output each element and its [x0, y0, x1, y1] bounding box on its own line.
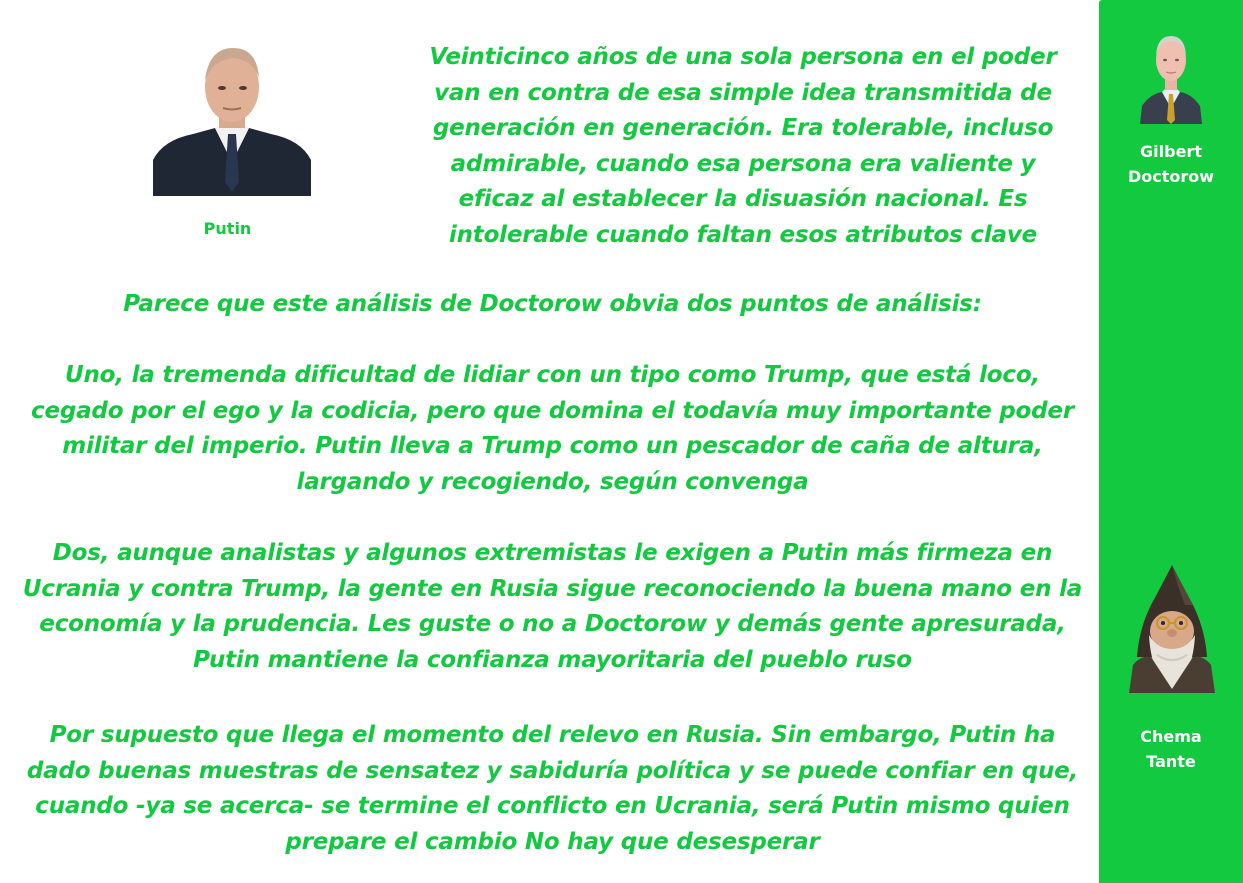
chema-name-line-1: Chema [1140, 727, 1202, 746]
quote-text: Veinticinco años de una sola persona en el poder van en contra de esa simple idea transmitida de generación en generación. Era tolerable, incluso admirable, cuando esa persona era valiente y eficaz al establecer la disuasión nacional. Es intolerable cuando faltan esos atributos clave [429, 44, 1057, 248]
gilbert-doctorow-name [1099, 139, 1243, 189]
gnome-avatar-icon [1129, 565, 1215, 693]
putin-photo [153, 42, 311, 196]
chema-name-line-2: Tante [1146, 752, 1196, 771]
article-point-3: Por supuesto que llega el momento del relevo en Rusia. Sin embargo, Putin ha dado buenas muestras de sensatez y sabiduría política y se puede confiar en que, cuando -ya se acerca- se termine el conflicto en Ucrania, será Putin mismo quien prepare el cambio No hay que desesperar [26, 722, 1079, 855]
right-sidebar [1099, 0, 1243, 883]
article-point-1: Uno, la tremenda dificultad de lidiar con un tipo como Trump, que está loco, cegado por el ego y la codicia, pero que domina el todavía muy importante poder militar del imperio. Putin lleva a Trump como un pescador de caña de altura, largando y recogiendo, según convenga [31, 362, 1074, 495]
gilbert-name-line-1: Gilbert [1140, 142, 1202, 161]
article-point-2: Dos, aunque analistas y algunos extremistas le exigen a Putin más firmeza en Ucrania y contra Trump, la gente en Rusia sigue reconociendo la buena mano en la economía y la prudencia. Les guste o no a Doctorow y demás gente apresurada, Putin mantiene la confianza mayoritaria del pueblo ruso [22, 540, 1083, 673]
gilbert-doctorow-photo [1138, 28, 1204, 124]
gilbert-name-line-2: Doctorow [1127, 167, 1215, 186]
gilbert-doctorow-portrait-icon [1138, 28, 1204, 124]
putin-portrait-icon [153, 42, 311, 196]
putin-caption: Putin [203, 219, 252, 238]
chema-tante-name [1099, 724, 1243, 774]
article-intro: Parece que este análisis de Doctorow obvia dos puntos de análisis: [123, 291, 982, 317]
chema-tante-avatar [1129, 565, 1215, 693]
